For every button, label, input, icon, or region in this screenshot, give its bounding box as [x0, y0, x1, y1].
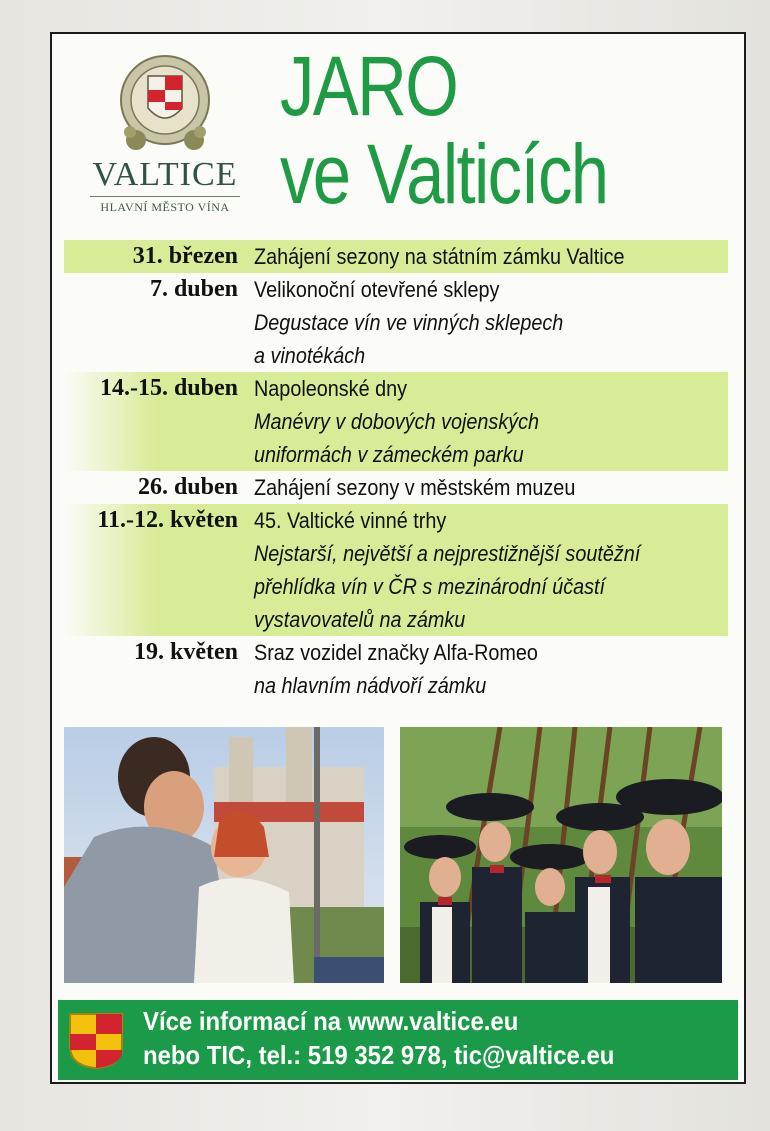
- event-date: 26. duben: [137, 474, 238, 500]
- contact-footer: [58, 1000, 738, 1080]
- event-title: 45. Valtické vinné trhy: [254, 508, 447, 533]
- event-title: Zahájení sezony na státním zámku Valtice: [254, 244, 625, 269]
- event-detail: uniformách v zámeckém parku: [254, 442, 524, 467]
- footer-line-1: Více informací na www.valtice.eu: [143, 1006, 519, 1036]
- event-date: 7. duben: [149, 276, 238, 302]
- photo-wine-tasting: [64, 727, 384, 983]
- event-row: [64, 504, 728, 636]
- event-date: 11.-12. květen: [97, 507, 238, 533]
- event-title: Napoleonské dny: [254, 376, 408, 401]
- event-date: 19. květen: [134, 639, 238, 665]
- event-title: Velikonoční otevřené sklepy: [254, 277, 500, 302]
- photo-napoleon-soldiers: [400, 727, 722, 983]
- footer-line-2: nebo TIC, tel.: 519 352 978, tic@valtice.eu: [143, 1040, 615, 1070]
- event-row: [64, 471, 728, 504]
- event-date: 31. březen: [132, 243, 238, 269]
- headline-line-1: JARO: [280, 39, 458, 133]
- headline: [280, 39, 679, 221]
- event-title: Sraz vozidel značky Alfa-Romeo: [254, 640, 538, 665]
- logo-name: VALTICE: [92, 156, 238, 193]
- event-detail: Degustace vín ve vinných sklepech: [254, 310, 564, 335]
- event-title: Zahájení sezony v městském muzeu: [254, 475, 576, 500]
- event-detail: přehlídka vín v ČR s mezinárodní účastí: [254, 574, 606, 599]
- event-detail: Nejstarší, největší a nejprestižnější soutěžní: [254, 541, 641, 566]
- headline-line-2: ve Valticích: [280, 127, 608, 221]
- logo-divider: [90, 196, 240, 197]
- logo-subtitle: HLAVNÍ MĚSTO VÍNA: [100, 200, 230, 214]
- event-detail: vystavovatelů na zámku: [254, 607, 466, 632]
- event-list: [64, 240, 728, 702]
- event-row: [64, 372, 728, 471]
- event-detail: na hlavním nádvoří zámku: [254, 673, 487, 698]
- coat-of-arms-icon: [118, 48, 212, 156]
- event-row: [64, 273, 728, 372]
- event-row: [64, 636, 728, 702]
- event-detail: a vinotékách: [254, 343, 366, 368]
- advertisement: [50, 32, 746, 1084]
- event-row: [64, 240, 728, 273]
- city-shield-icon: [68, 1012, 124, 1070]
- valtice-logo: [80, 48, 250, 214]
- event-detail: Manévry v dobových vojenských: [254, 409, 540, 434]
- event-date: 14.-15. duben: [99, 375, 238, 401]
